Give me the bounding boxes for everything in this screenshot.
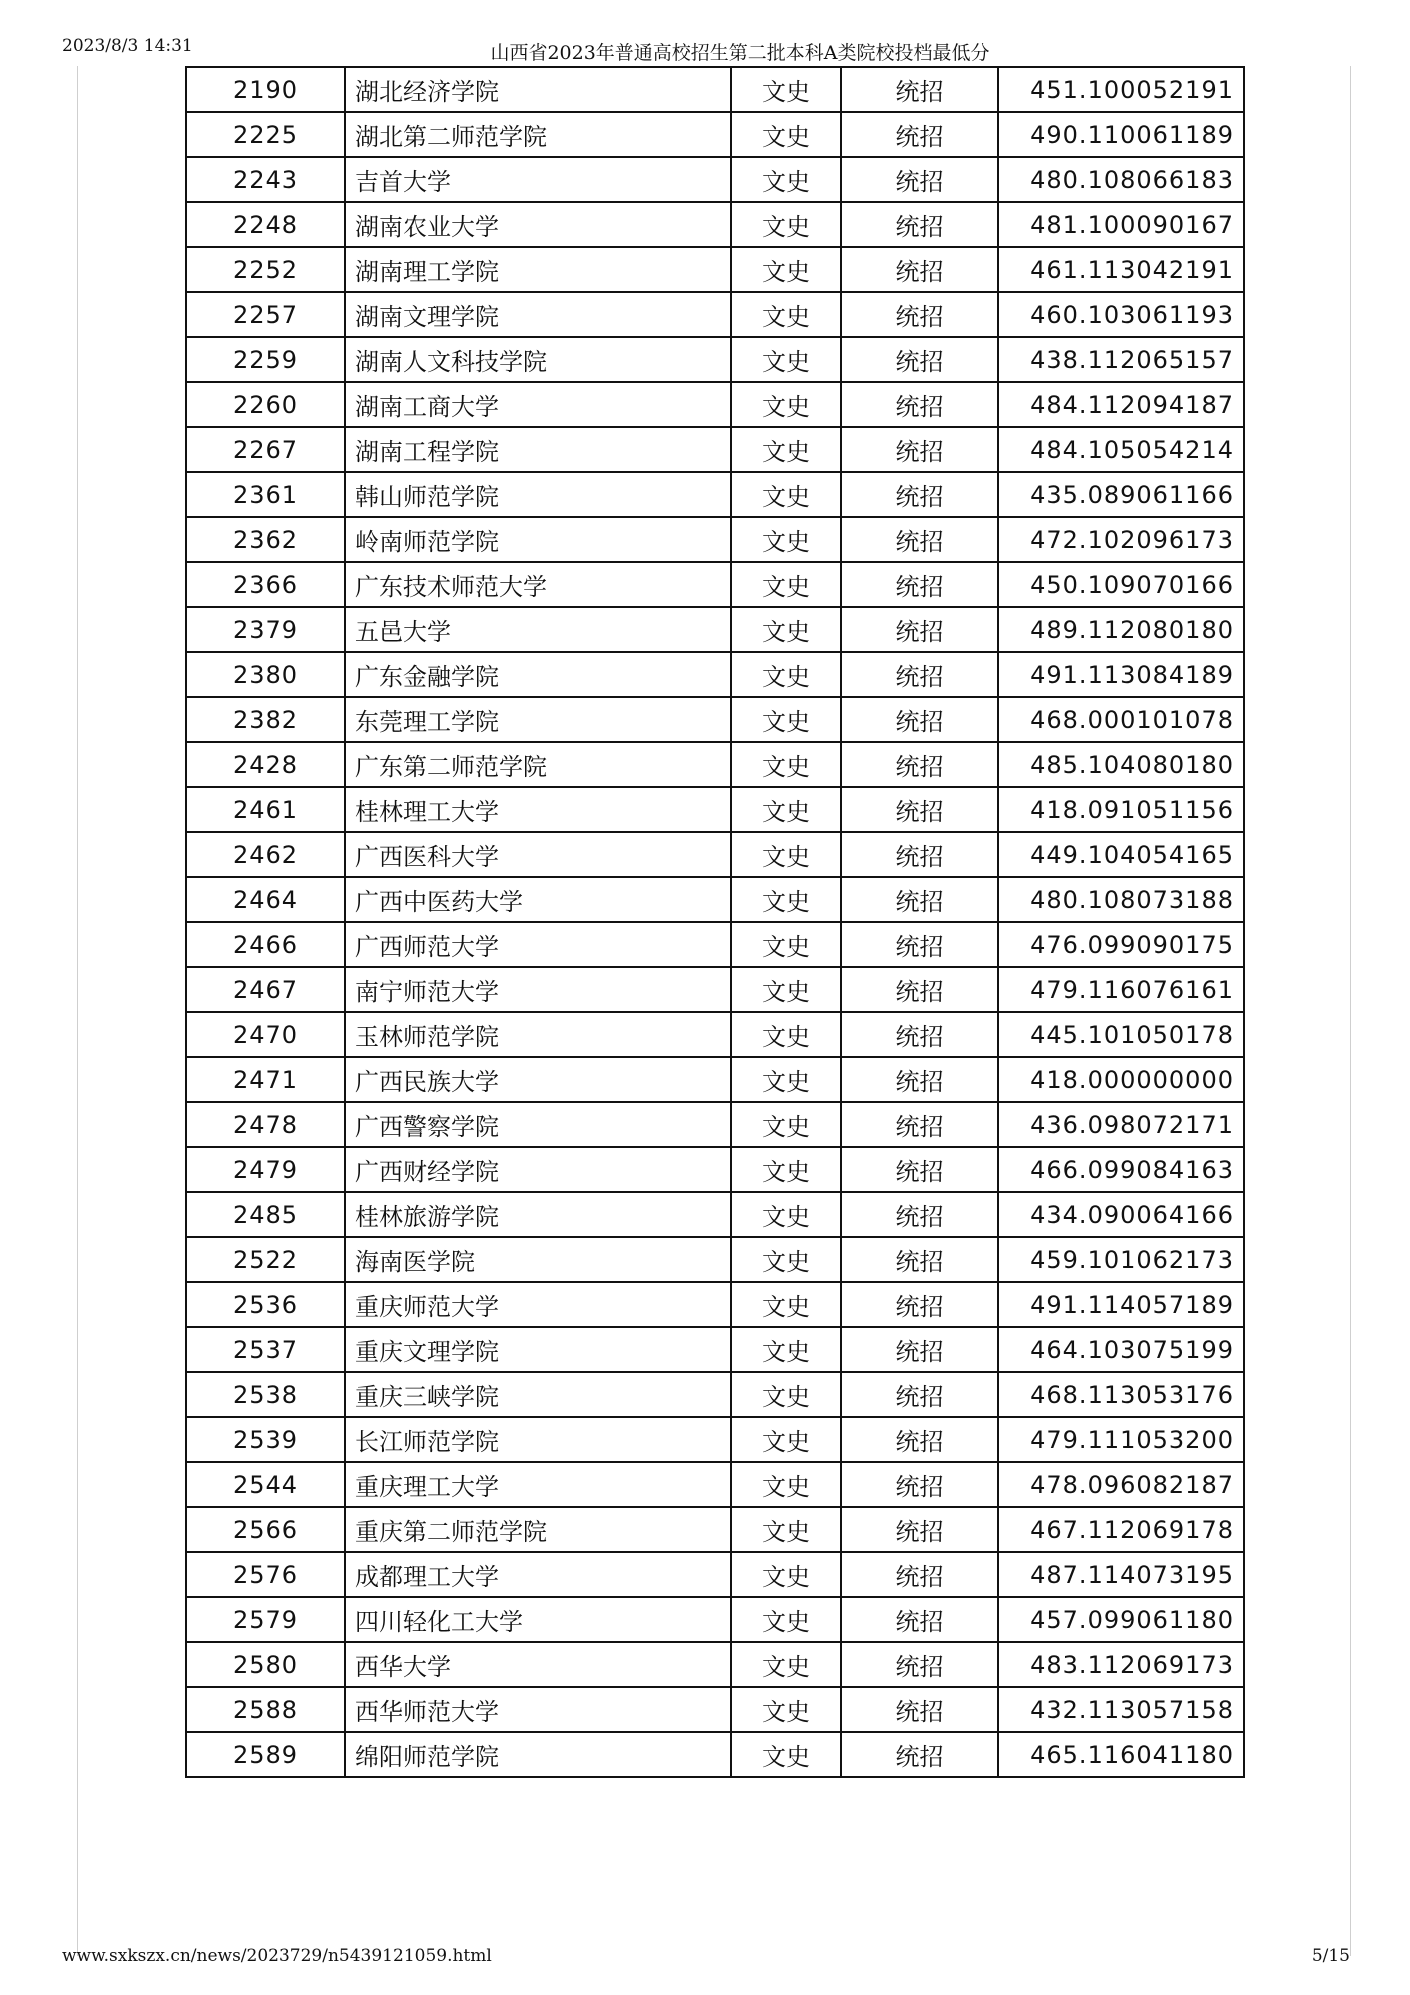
admission-type-cell: 统招 [841,517,998,562]
min-score-cell: 479.111053200 [998,1417,1244,1462]
school-code-cell: 2259 [186,337,345,382]
admission-type-cell: 统招 [841,1237,998,1282]
min-score-cell: 459.101062173 [998,1237,1244,1282]
school-code-cell: 2479 [186,1147,345,1192]
admission-type-cell: 统招 [841,607,998,652]
school-code-cell: 2537 [186,1327,345,1372]
school-code-cell: 2485 [186,1192,345,1237]
table-row [186,1327,1244,1372]
admission-type-cell: 统招 [841,1147,998,1192]
subject-cell: 文史 [731,337,841,382]
table-row [186,472,1244,517]
subject-cell: 文史 [731,1507,841,1552]
admission-type-cell: 统招 [841,1732,998,1777]
admission-type-cell: 统招 [841,877,998,922]
school-code-cell: 2589 [186,1732,345,1777]
admission-score-table [185,66,1245,1778]
table-row [186,292,1244,337]
school-name-cell: 湖北经济学院 [345,67,731,112]
subject-cell: 文史 [731,1732,841,1777]
school-code-cell: 2471 [186,1057,345,1102]
table-row [186,787,1244,832]
min-score-cell: 445.101050178 [998,1012,1244,1057]
table-row [186,1237,1244,1282]
school-name-cell: 绵阳师范学院 [345,1732,731,1777]
school-code-cell: 2566 [186,1507,345,1552]
subject-cell: 文史 [731,877,841,922]
table-row [186,697,1244,742]
admission-type-cell: 统招 [841,157,998,202]
subject-cell: 文史 [731,562,841,607]
school-name-cell: 湖北第二师范学院 [345,112,731,157]
admission-type-cell: 统招 [841,427,998,472]
admission-type-cell: 统招 [841,1372,998,1417]
table-row [186,1057,1244,1102]
min-score-cell: 481.100090167 [998,202,1244,247]
table-row [186,1372,1244,1417]
subject-cell: 文史 [731,1282,841,1327]
table-row [186,1732,1244,1777]
admission-type-cell: 统招 [841,652,998,697]
admission-type-cell: 统招 [841,1057,998,1102]
school-code-cell: 2522 [186,1237,345,1282]
school-code-cell: 2362 [186,517,345,562]
min-score-cell: 450.109070166 [998,562,1244,607]
table-row [186,1012,1244,1057]
subject-cell: 文史 [731,787,841,832]
table-row [186,1282,1244,1327]
admission-type-cell: 统招 [841,112,998,157]
admission-type-cell: 统招 [841,1552,998,1597]
admission-type-cell: 统招 [841,1282,998,1327]
admission-type-cell: 统招 [841,1642,998,1687]
school-code-cell: 2538 [186,1372,345,1417]
min-score-cell: 449.104054165 [998,832,1244,877]
school-code-cell: 2544 [186,1462,345,1507]
table-row [186,1507,1244,1552]
subject-cell: 文史 [731,1147,841,1192]
subject-cell: 文史 [731,1552,841,1597]
admission-type-cell: 统招 [841,472,998,517]
subject-cell: 文史 [731,1687,841,1732]
school-name-cell: 桂林理工大学 [345,787,731,832]
table-row [186,1102,1244,1147]
min-score-cell: 472.102096173 [998,517,1244,562]
min-score-cell: 483.112069173 [998,1642,1244,1687]
subject-cell: 文史 [731,517,841,562]
school-code-cell: 2579 [186,1597,345,1642]
subject-cell: 文史 [731,832,841,877]
min-score-cell: 464.103075199 [998,1327,1244,1372]
table-row [186,742,1244,787]
table-row [186,247,1244,292]
table-row [186,1597,1244,1642]
subject-cell: 文史 [731,652,841,697]
school-code-cell: 2380 [186,652,345,697]
subject-cell: 文史 [731,697,841,742]
subject-cell: 文史 [731,1417,841,1462]
table-row [186,1147,1244,1192]
admission-type-cell: 统招 [841,1462,998,1507]
admission-type-cell: 统招 [841,67,998,112]
school-name-cell: 岭南师范学院 [345,517,731,562]
min-score-cell: 484.112094187 [998,382,1244,427]
subject-cell: 文史 [731,1192,841,1237]
subject-cell: 文史 [731,1327,841,1372]
min-score-cell: 490.110061189 [998,112,1244,157]
school-code-cell: 2382 [186,697,345,742]
table-row [186,832,1244,877]
table-row [186,67,1244,112]
page-border-left [77,66,78,1956]
school-name-cell: 桂林旅游学院 [345,1192,731,1237]
school-name-cell: 玉林师范学院 [345,1012,731,1057]
school-code-cell: 2470 [186,1012,345,1057]
school-name-cell: 五邑大学 [345,607,731,652]
admission-type-cell: 统招 [841,967,998,1012]
school-name-cell: 湖南工商大学 [345,382,731,427]
table-row [186,202,1244,247]
subject-cell: 文史 [731,607,841,652]
min-score-cell: 435.089061166 [998,472,1244,517]
page-url: www.sxkszx.cn/news/2023729/n5439121059.html [62,1946,492,1966]
school-code-cell: 2257 [186,292,345,337]
table-row [186,337,1244,382]
school-name-cell: 长江师范学院 [345,1417,731,1462]
min-score-cell: 491.113084189 [998,652,1244,697]
admission-type-cell: 统招 [841,247,998,292]
school-code-cell: 2267 [186,427,345,472]
min-score-cell: 485.104080180 [998,742,1244,787]
admission-type-cell: 统招 [841,382,998,427]
subject-cell: 文史 [731,1597,841,1642]
school-name-cell: 西华大学 [345,1642,731,1687]
school-name-cell: 广西师范大学 [345,922,731,967]
subject-cell: 文史 [731,922,841,967]
min-score-cell: 457.099061180 [998,1597,1244,1642]
table-row [186,1552,1244,1597]
subject-cell: 文史 [731,247,841,292]
subject-cell: 文史 [731,742,841,787]
school-name-cell: 东莞理工学院 [345,697,731,742]
school-code-cell: 2580 [186,1642,345,1687]
table-row [186,877,1244,922]
school-code-cell: 2536 [186,1282,345,1327]
subject-cell: 文史 [731,1012,841,1057]
admission-type-cell: 统招 [841,1102,998,1147]
min-score-cell: 480.108066183 [998,157,1244,202]
min-score-cell: 466.099084163 [998,1147,1244,1192]
subject-cell: 文史 [731,112,841,157]
school-name-cell: 海南医学院 [345,1237,731,1282]
admission-type-cell: 统招 [841,1192,998,1237]
school-name-cell: 湖南人文科技学院 [345,337,731,382]
school-code-cell: 2252 [186,247,345,292]
table-row [186,427,1244,472]
school-name-cell: 湖南理工学院 [345,247,731,292]
page-number: 5/15 [1311,1946,1350,1966]
min-score-cell: 468.000101078 [998,697,1244,742]
school-name-cell: 成都理工大学 [345,1552,731,1597]
min-score-cell: 451.100052191 [998,67,1244,112]
subject-cell: 文史 [731,67,841,112]
school-code-cell: 2428 [186,742,345,787]
subject-cell: 文史 [731,1057,841,1102]
table-row [186,382,1244,427]
school-code-cell: 2225 [186,112,345,157]
min-score-cell: 432.113057158 [998,1687,1244,1732]
subject-cell: 文史 [731,1642,841,1687]
school-name-cell: 重庆理工大学 [345,1462,731,1507]
school-name-cell: 湖南文理学院 [345,292,731,337]
print-datetime: 2023/8/3 14:31 [62,36,193,56]
school-code-cell: 2260 [186,382,345,427]
table-row [186,517,1244,562]
min-score-cell: 476.099090175 [998,922,1244,967]
school-code-cell: 2464 [186,877,345,922]
page-title: 山西省2023年普通高校招生第二批本科A类院校投档最低分 [490,42,990,64]
school-code-cell: 2576 [186,1552,345,1597]
subject-cell: 文史 [731,967,841,1012]
admission-type-cell: 统招 [841,1327,998,1372]
school-name-cell: 湖南农业大学 [345,202,731,247]
admission-type-cell: 统招 [841,337,998,382]
min-score-cell: 468.113053176 [998,1372,1244,1417]
table-row [186,607,1244,652]
min-score-cell: 480.108073188 [998,877,1244,922]
school-code-cell: 2248 [186,202,345,247]
table-body [186,67,1244,1777]
min-score-cell: 479.116076161 [998,967,1244,1012]
subject-cell: 文史 [731,472,841,517]
table-row [186,922,1244,967]
subject-cell: 文史 [731,427,841,472]
admission-type-cell: 统招 [841,1597,998,1642]
school-name-cell: 广东技术师范大学 [345,562,731,607]
school-code-cell: 2462 [186,832,345,877]
school-name-cell: 西华师范大学 [345,1687,731,1732]
school-name-cell: 广西医科大学 [345,832,731,877]
subject-cell: 文史 [731,1372,841,1417]
subject-cell: 文史 [731,382,841,427]
school-code-cell: 2243 [186,157,345,202]
school-name-cell: 广东金融学院 [345,652,731,697]
school-name-cell: 广西民族大学 [345,1057,731,1102]
subject-cell: 文史 [731,1102,841,1147]
min-score-cell: 436.098072171 [998,1102,1244,1147]
min-score-cell: 461.113042191 [998,247,1244,292]
school-name-cell: 重庆第二师范学院 [345,1507,731,1552]
admission-type-cell: 统招 [841,922,998,967]
table-row [186,1642,1244,1687]
school-code-cell: 2466 [186,922,345,967]
table-row [186,967,1244,1012]
table-row [186,1192,1244,1237]
school-name-cell: 广东第二师范学院 [345,742,731,787]
school-name-cell: 吉首大学 [345,157,731,202]
admission-type-cell: 统招 [841,292,998,337]
admission-type-cell: 统招 [841,202,998,247]
subject-cell: 文史 [731,292,841,337]
admission-type-cell: 统招 [841,1012,998,1057]
min-score-cell: 418.000000000 [998,1057,1244,1102]
school-name-cell: 韩山师范学院 [345,472,731,517]
table-row [186,112,1244,157]
page-border-right [1350,66,1351,1956]
min-score-cell: 467.112069178 [998,1507,1244,1552]
school-name-cell: 重庆文理学院 [345,1327,731,1372]
table-row [186,1462,1244,1507]
min-score-cell: 434.090064166 [998,1192,1244,1237]
table-row [186,652,1244,697]
min-score-cell: 465.116041180 [998,1732,1244,1777]
table-row [186,1417,1244,1462]
admission-type-cell: 统招 [841,1417,998,1462]
admission-type-cell: 统招 [841,697,998,742]
school-name-cell: 广西警察学院 [345,1102,731,1147]
min-score-cell: 487.114073195 [998,1552,1244,1597]
school-name-cell: 重庆三峡学院 [345,1372,731,1417]
subject-cell: 文史 [731,202,841,247]
school-code-cell: 2461 [186,787,345,832]
table-row [186,562,1244,607]
min-score-cell: 460.103061193 [998,292,1244,337]
school-code-cell: 2478 [186,1102,345,1147]
school-code-cell: 2539 [186,1417,345,1462]
min-score-cell: 491.114057189 [998,1282,1244,1327]
admission-type-cell: 统招 [841,1687,998,1732]
school-name-cell: 四川轻化工大学 [345,1597,731,1642]
min-score-cell: 478.096082187 [998,1462,1244,1507]
school-name-cell: 广西中医药大学 [345,877,731,922]
min-score-cell: 418.091051156 [998,787,1244,832]
school-name-cell: 湖南工程学院 [345,427,731,472]
school-code-cell: 2366 [186,562,345,607]
min-score-cell: 438.112065157 [998,337,1244,382]
school-name-cell: 南宁师范大学 [345,967,731,1012]
admission-type-cell: 统招 [841,562,998,607]
subject-cell: 文史 [731,1462,841,1507]
school-name-cell: 广西财经学院 [345,1147,731,1192]
admission-type-cell: 统招 [841,787,998,832]
admission-type-cell: 统招 [841,832,998,877]
table-row [186,157,1244,202]
subject-cell: 文史 [731,1237,841,1282]
min-score-cell: 489.112080180 [998,607,1244,652]
table-row [186,1687,1244,1732]
school-code-cell: 2361 [186,472,345,517]
school-code-cell: 2588 [186,1687,345,1732]
school-name-cell: 重庆师范大学 [345,1282,731,1327]
subject-cell: 文史 [731,157,841,202]
school-code-cell: 2467 [186,967,345,1012]
school-code-cell: 2190 [186,67,345,112]
min-score-cell: 484.105054214 [998,427,1244,472]
school-code-cell: 2379 [186,607,345,652]
admission-type-cell: 统招 [841,1507,998,1552]
admission-type-cell: 统招 [841,742,998,787]
